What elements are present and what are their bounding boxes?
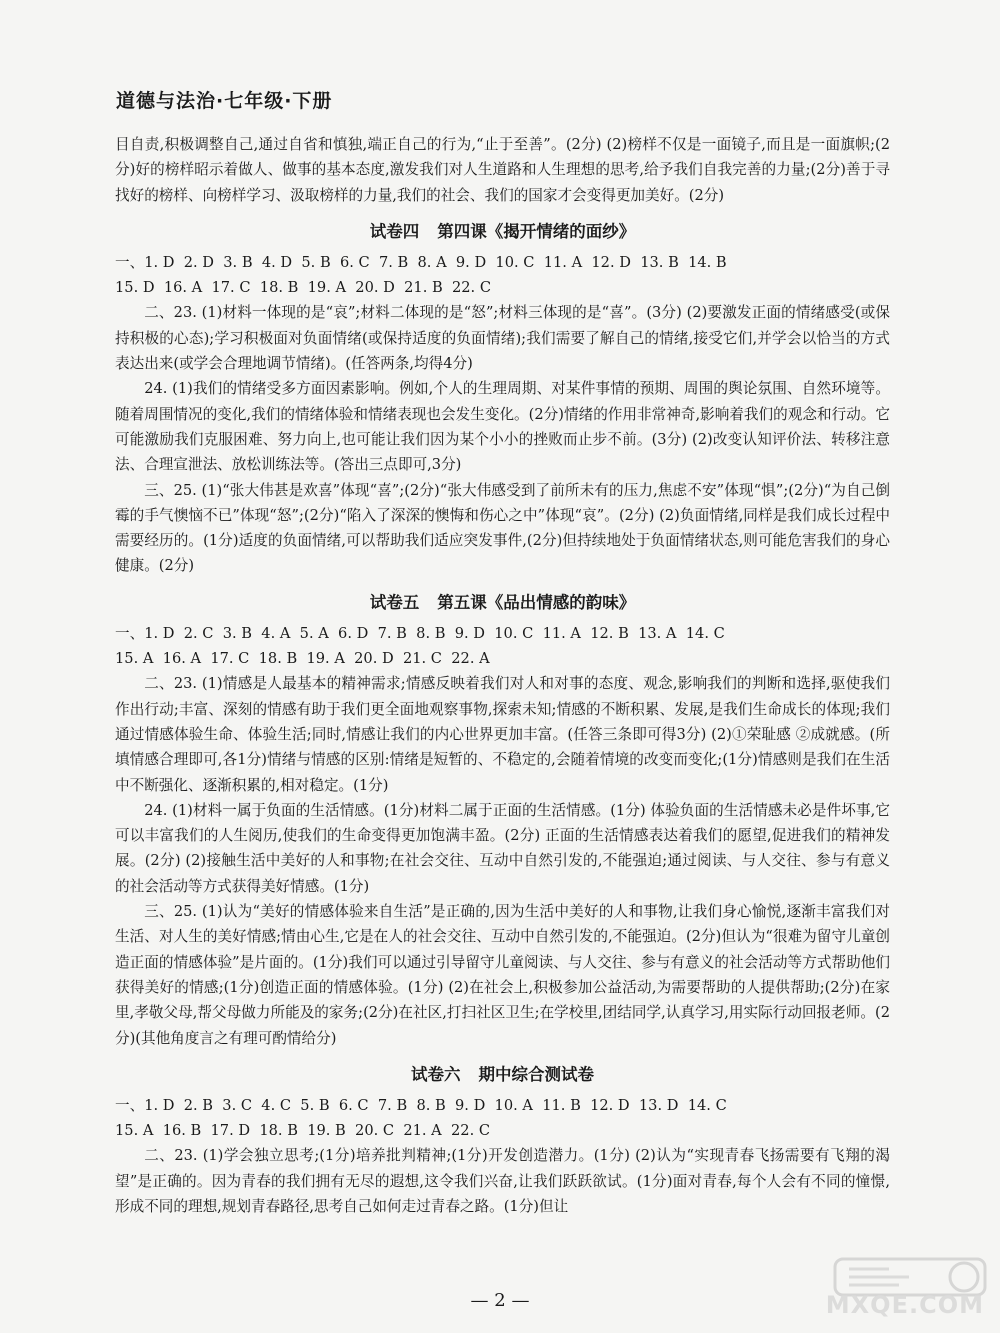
section-title-4 <box>115 218 890 246</box>
mc-answers-line: 15. A 16. A 17. C 18. B 19. A 20. D 21. C 22. A <box>115 650 490 668</box>
section-number: 试卷四 <box>369 221 420 241</box>
section-name: 期中综合测试卷 <box>478 1064 594 1084</box>
answer-paragraph: 二、23. (1)学会独立思考;(1分)培养批判精神;(1分)开发创造潜力。(1分) (2)认为“实现青春飞扬需要有飞翔的渴望”是正确的。因为青春的我们拥有无尽的遐想,这令我们兴奋,让我们跃跃欲试。(1分)面对青春,每个人会有不同的憧憬,形成不同的理想,规划青春路径,思考自己如何走过青春之路。(1分)但让 <box>115 1147 890 1215</box>
watermark <box>825 1255 994 1327</box>
answer-paragraph: 二、23. (1)情感是人最基本的精神需求;情感反映着我们对人和对事的态度、观念,影响我们的判断和选择,驱使我们作出行动;丰富、深刻的情感有助于我们更全面地观察事物,探索未知;情感的不断积累、发展,是我们生命成长的体现;我们通过情感体验生命、体验生活;同时,情感让我们的内心世界更加丰富。(任答三条即可得3分) (2)①荣耻感 ②成就感。(所填情感合理即可,各1分)情绪与情感的区别:情绪是短暂的、不稳定的,会随着情境的改变而变化;(1分)情感则是我们在生活中不断强化、逐渐积累的,相对稳定。(1分) <box>115 675 890 794</box>
mc-answers-line: 15. D 16. A 17. C 18. B 19. A 20. D 21. B 22. C <box>115 279 491 297</box>
answer-paragraph: 三、25. (1)认为“美好的情感体验来自生活”是正确的,因为生活中美好的人和事物,让我们身心愉悦,逐渐丰富我们对生活、对人生的美好情感;情由心生,它是在人的社会交往、互动中自然引发的,不能强迫。(2分)但认为“很难为留守儿童创造正面的情感体验”是片面的。(1分)我们可以通过引导留守儿童阅读、与人交往、参与有意义的社会活动等方式帮助他们获得美好的情感;(1分)创造正面的情感体验。(1分) (2)在社会上,积极参加公益活动,为需要帮助的人提供帮助;(2分)在家里,孝敬父母,帮父母做力所能及的家务;(2分)在社区,打扫社区卫生;在学校里,团结同学,认真学习,用实际行动回报老师。(2分)(其他角度言之有理可酌情给分) <box>115 903 890 1047</box>
mc-answers-line: 一、1. D 2. B 3. C 4. C 5. B 6. C 7. B 8. B 9. D 10. A 11. B 12. D 13. D 14. C <box>115 1096 727 1114</box>
section-title-6 <box>115 1061 890 1089</box>
mc-answers-line: 一、1. D 2. C 3. B 4. A 5. A 6. D 7. B 8. B 9. D 10. C 11. A 12. B 13. A 14. C <box>115 624 725 642</box>
section-number: 试卷六 <box>411 1064 461 1084</box>
mc-answers-line: 15. A 16. B 17. D 18. B 19. B 20. C 21. A 22. C <box>115 1122 491 1140</box>
section-title-5 <box>115 589 890 617</box>
answer-paragraph: 二、23. (1)材料一体现的是“哀”;材料二体现的是“怒”;材料三体现的是“喜”。(3分) (2)要激发正面的情绪感受(或保持积极的心态);学习积极面对负面情绪(或保持适度的负面情绪);我们需要了解自己的情绪,接受它们,并学会以恰当的方式表达出来(或学会合理地调节情绪)。(任答两条,均得4分) <box>115 304 890 373</box>
watermark-text: MXQE.COM <box>825 1291 984 1319</box>
page-content <box>115 132 890 1219</box>
answer-paragraph: 24. (1)材料一属于负面的生活情感。(1分)材料二属于正面的生活情感。(1分) 体验负面的生活情感未必是件坏事,它可以丰富我们的人生阅历,使我们的生命变得更加饱满丰盈。(2分) 正面的生活情感表达着我们的愿望,促进我们的精神发展。(2分) (2)接触生活中美好的人和事物;在社会交往、互动中自然引发的,不能强迫;通过阅读、与人交往、参与有意义的社会活动等方式获得美好情感。(1分) <box>115 801 890 895</box>
section-name: 第五课《品出情感的韵味》 <box>437 592 636 612</box>
answer-paragraph: 24. (1)我们的情绪受多方面因素影响。例如,个人的生理周期、对某件事情的预期、周围的舆论氛围、自然环境等。随着周围情况的变化,我们的情绪体验和情绪表现也会发生变化。(2分)情绪的作用非常神奇,影响着我们的观念和行动。它可能激励我们克服困难、努力向上,也可能让我们因为某个小小的挫败而止步不前。(3分) (2)改变认知评价法、转移注意法、合理宣泄法、放松训练法等。(答出三点即可,3分) <box>115 380 890 474</box>
mc-answers-line: 一、1. D 2. D 3. B 4. D 5. B 6. C 7. B 8. A 9. D 10. C 11. A 12. D 13. B 14. B <box>115 253 727 271</box>
page-number: — 2 — <box>470 1290 530 1311</box>
section-name: 第四课《揭开情绪的面纱》 <box>437 221 636 241</box>
answer-paragraph: 三、25. (1)“张大伟甚是欢喜”体现“喜”;(2分)“张大伟感受到了前所未有的压力,焦虑不安”体现“惧”;(2分)“为自己倒霉的手气懊恼不已”体现“怒”;(2分)“陷入了深深的懊悔和伤心之中”体现“哀”。(2分) (2)负面情绪,同样是我们成长过程中需要经历的。(1分)适度的负面情绪,可以帮助我们适应突发事件,(2分)但持续地处于负面情绪状态,则可能危害我们的身心健康。(2分) <box>115 481 890 575</box>
intro-paragraph: 目自责,积极调整自己,通过自省和慎独,端正自己的行为,“止于至善”。(2分) (2)榜样不仅是一面镜子,而且是一面旗帜;(2分)好的榜样昭示着做人、做事的基本态度,激发我们对人生道路和人生理想的思考,给予我们自我完善的力量;(2分)善于寻找好的榜样、向榜样学习、汲取榜样的力量,我们的社会、我们的国家才会变得更加美好。(2分) <box>115 136 890 204</box>
section-number: 试卷五 <box>369 592 420 612</box>
running-header: 道德与法治·七年级·下册 <box>116 90 333 112</box>
